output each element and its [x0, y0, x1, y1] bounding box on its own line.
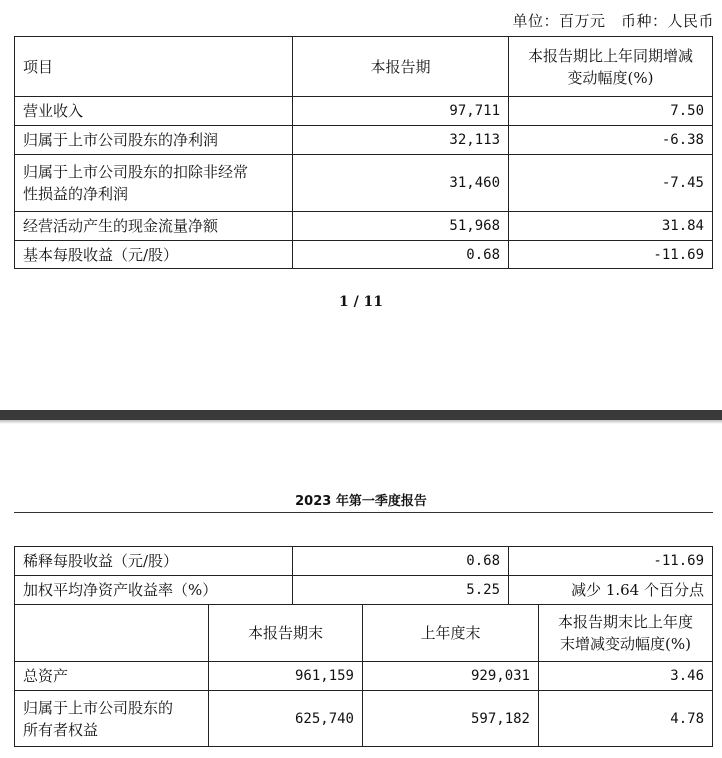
table-row: 归属于上市公司股东的 所有者权益 625,740 597,182 4.78 — [15, 691, 713, 747]
unit-label: 单位：百万元 币种：人民币 — [512, 12, 714, 30]
page-number: 1 / 11 — [338, 294, 384, 310]
table-header-row — [15, 605, 713, 662]
header-prev-year-end: 上年度末 — [363, 605, 539, 662]
page-divider — [0, 410, 722, 420]
table-row: 总资产 961,159 929,031 3.46 — [15, 662, 713, 691]
page-bottom — [0, 424, 722, 758]
table-row: 经营活动产生的现金流量净额 51,968 31.84 — [15, 212, 713, 241]
header-change: 本报告期比上年同期增减 变动幅度(%) — [509, 37, 713, 97]
table-row: 基本每股收益（元/股） 0.68 -11.69 — [15, 241, 713, 269]
table-row: 加权平均净资产收益率（%） 5.25 减少 1.64 个百分点 — [15, 576, 713, 605]
table-row: 归属于上市公司股东的扣除非经常 性损益的净利润 31,460 -7.45 — [15, 155, 713, 212]
financial-table-bottom-a — [14, 546, 713, 605]
table-row: 归属于上市公司股东的净利润 32,113 -6.38 — [15, 126, 713, 155]
financial-table-bottom-b — [14, 604, 713, 747]
table-row: 营业收入 97,711 7.50 — [15, 97, 713, 126]
header-item: 项目 — [15, 37, 293, 97]
table-header-row — [15, 37, 713, 97]
financial-table-top — [14, 36, 713, 269]
header-current: 本报告期 — [293, 37, 509, 97]
title-rule — [14, 512, 713, 513]
header-change: 本报告期末比上年度 末增减变动幅度(%) — [539, 605, 713, 662]
table-row: 稀释每股收益（元/股） 0.68 -11.69 — [15, 547, 713, 576]
header-period-end: 本报告期末 — [209, 605, 363, 662]
report-title: 2023 年第一季度报告 — [295, 494, 427, 509]
